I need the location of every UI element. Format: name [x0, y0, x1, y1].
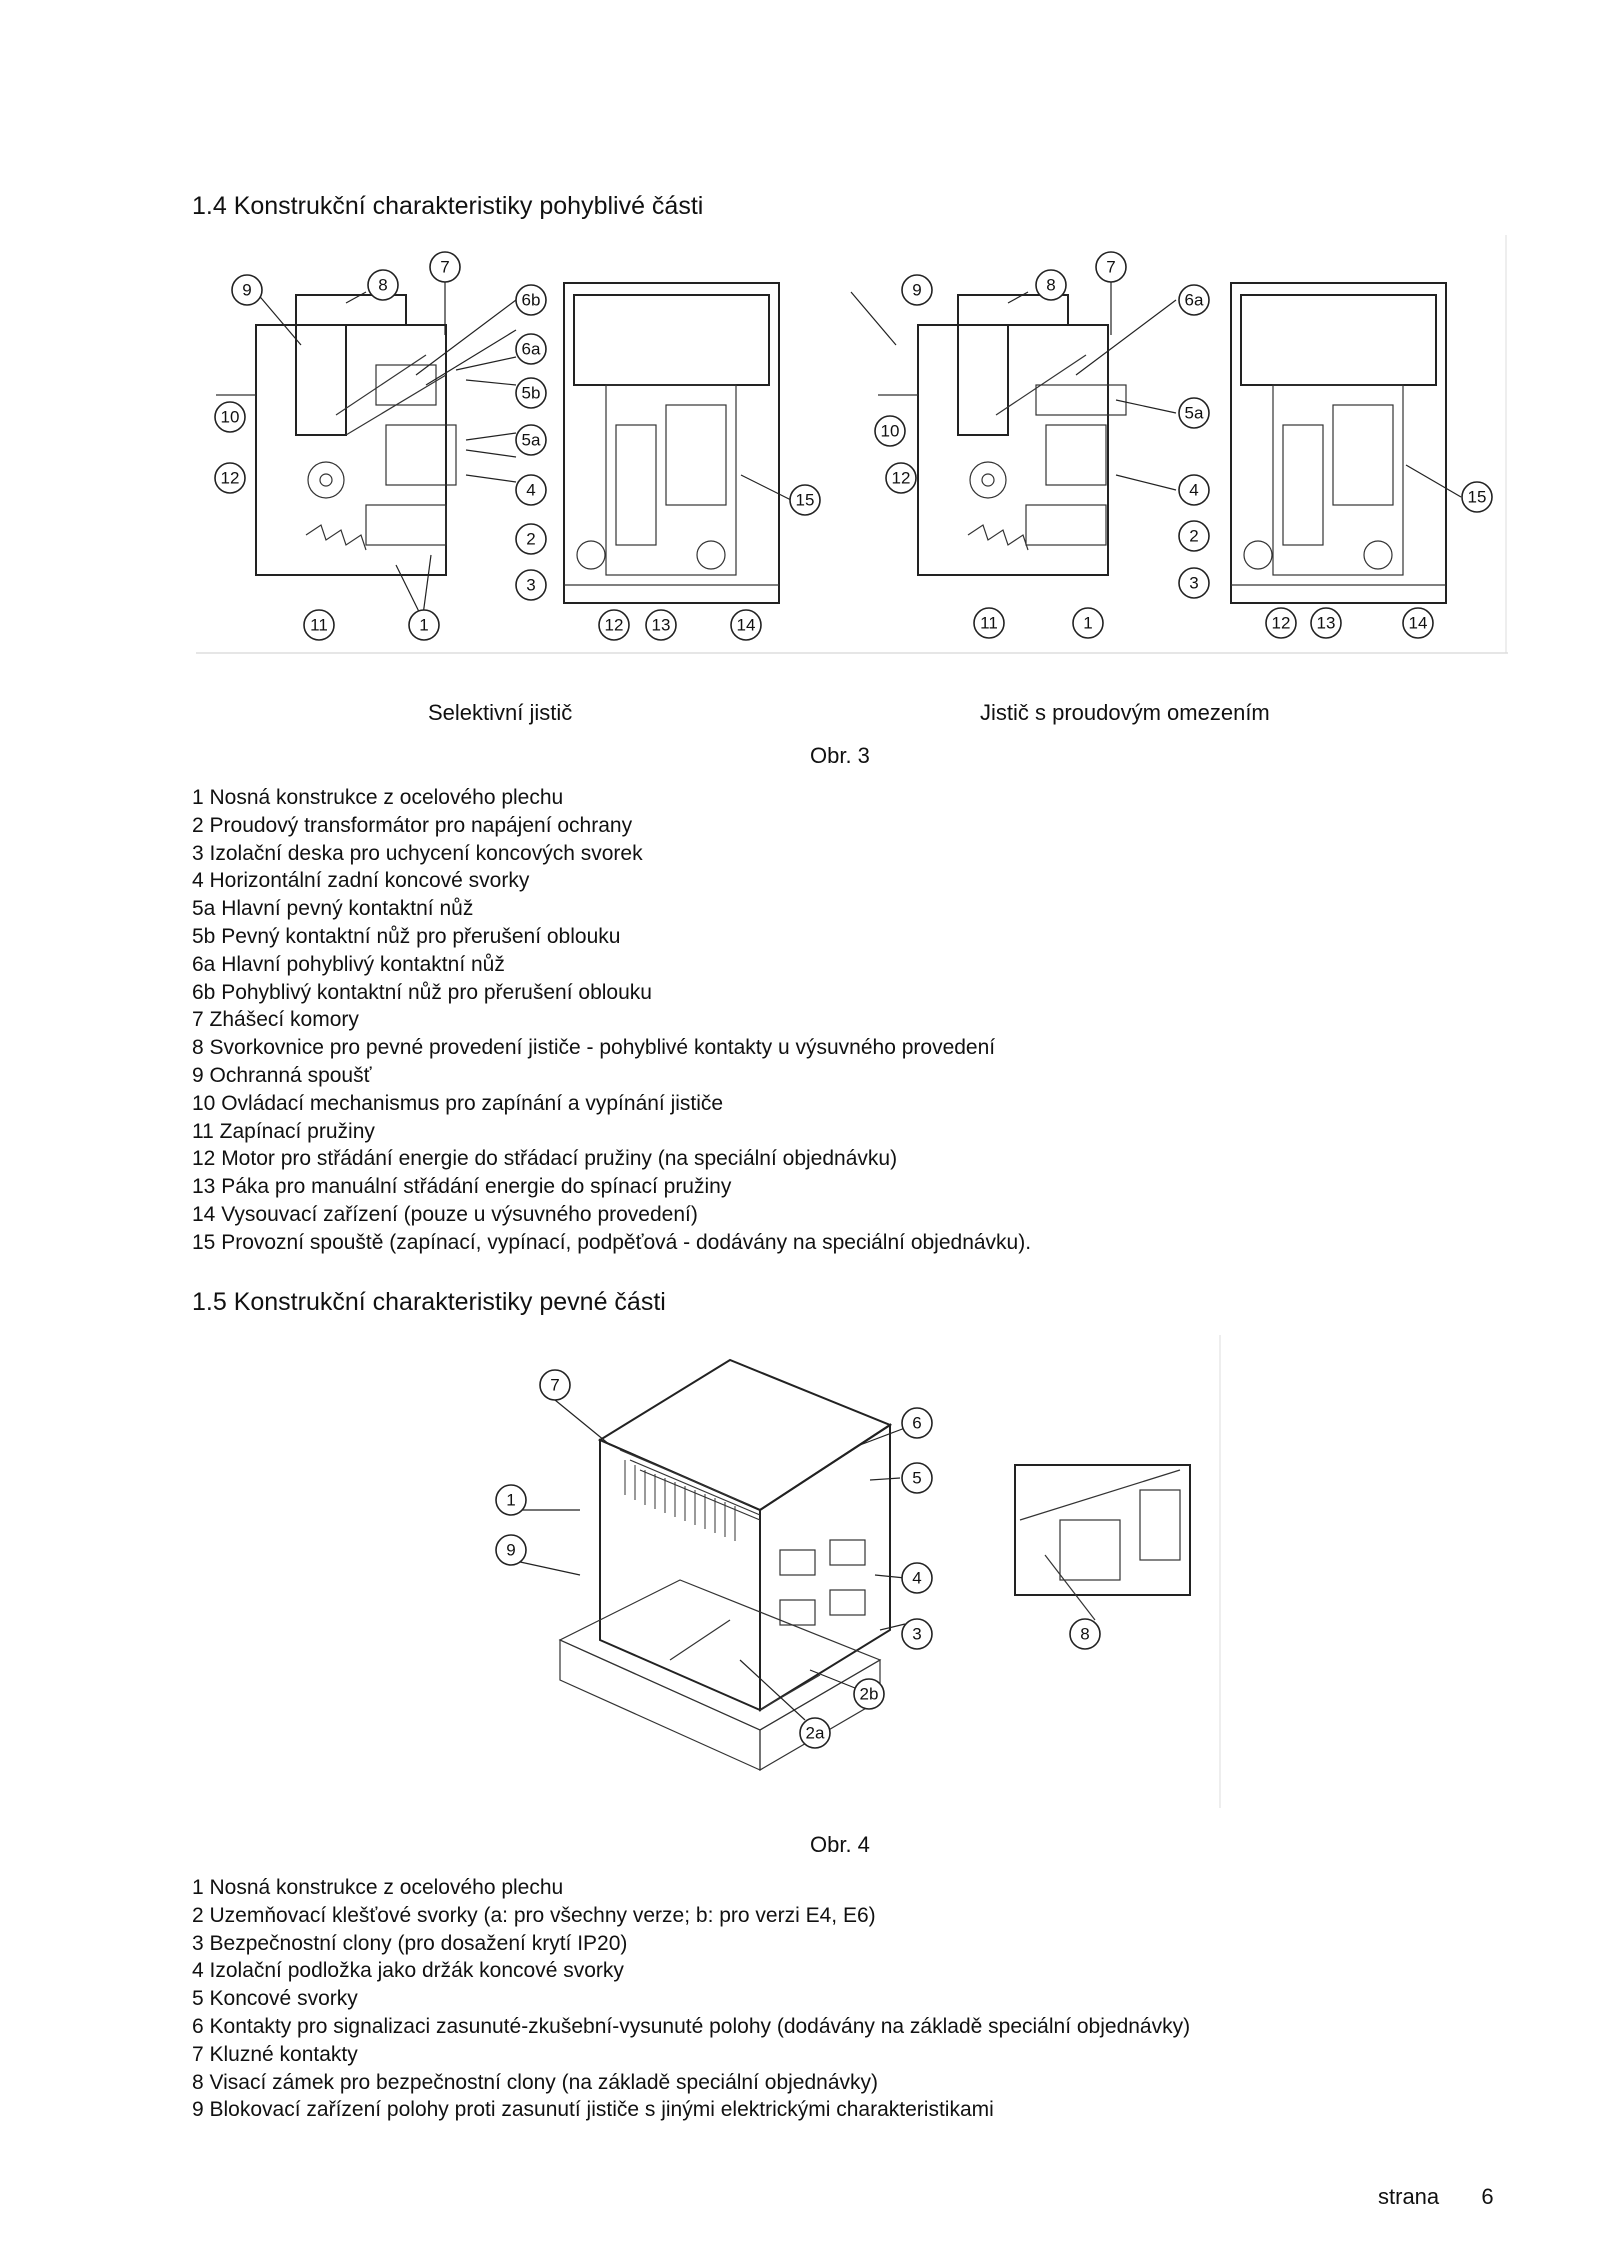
callout-right-8	[1036, 270, 1066, 300]
callout-left-15	[790, 485, 820, 515]
svg-text:3: 3	[912, 1624, 922, 1644]
svg-text:10: 10	[880, 421, 900, 441]
legend-item: 6b Pohyblivý kontaktní nůž pro přerušení oblouku	[192, 980, 652, 1004]
figure-4-label: Obr. 4	[810, 1832, 870, 1857]
callout-left-1	[409, 610, 439, 640]
right-breaker-side-view	[878, 295, 1126, 575]
figure-3-label: Obr. 3	[810, 743, 870, 768]
callout-right-7	[1096, 252, 1126, 282]
svg-text:14: 14	[1408, 613, 1428, 633]
svg-text:5: 5	[912, 1468, 922, 1488]
section-1-5-heading: 1.5 Konstrukční charakteristiky pevné části	[192, 1288, 666, 1316]
callout-right-5a	[1179, 398, 1209, 428]
svg-text:3: 3	[526, 575, 536, 595]
legend-item: 9 Blokovací zařízení polohy proti zasunutí jističe s jinými elektrickými charakteristikami	[192, 2098, 994, 2122]
right-breaker-front-view	[1231, 283, 1446, 603]
callout-fig4-9	[496, 1535, 526, 1565]
padlock-detail-inset	[1015, 1465, 1190, 1620]
callout-fig4-6	[902, 1408, 932, 1438]
legend-item: 10 Ovládací mechanismus pro zapínání a vypínání jističe	[192, 1091, 724, 1115]
callout-fig4-2b	[854, 1679, 884, 1709]
legend-item: 6 Kontakty pro signalizaci zasunuté-zkušební-vysunuté polohy (dodávány na základě speciální objednávky)	[192, 2014, 1191, 2038]
callout-left-3	[516, 570, 546, 600]
legend-item: 2 Uzemňovací klešťové svorky (a: pro všechny verze; b: pro verzi E4, E6)	[192, 1903, 876, 1927]
legend-item: 15 Provozní spouště (zapínací, vypínací, podpěťová - dodávány na speciální objednávku).	[192, 1230, 1032, 1254]
callout-fig4-3	[902, 1619, 932, 1649]
svg-text:11: 11	[980, 613, 998, 633]
legend-item: 3 Bezpečnostní clony (pro dosažení krytí IP20)	[192, 1931, 628, 1955]
callout-right-4	[1179, 475, 1209, 505]
legend-item: 14 Vysouvací zařízení (pouze u výsuvného provedení)	[192, 1202, 698, 1226]
legend-item: 8 Visací zámek pro bezpečnostní clony (na základě speciální objednávky)	[192, 2070, 878, 2094]
svg-text:6a: 6a	[1184, 290, 1204, 310]
callout-fig4-4	[902, 1563, 932, 1593]
callout-fig4-5	[902, 1463, 932, 1493]
svg-text:2b: 2b	[859, 1684, 879, 1704]
section-1-4-heading: 1.4 Konstrukční charakteristiky pohyblivé části	[192, 192, 704, 220]
callout-fig4-7	[540, 1370, 570, 1400]
callout-left-13	[646, 610, 676, 640]
svg-text:12: 12	[1271, 613, 1291, 633]
svg-text:4: 4	[912, 1568, 922, 1588]
svg-text:5b: 5b	[521, 383, 541, 403]
svg-text:13: 13	[651, 615, 671, 635]
callout-right-6a	[1179, 285, 1209, 315]
svg-text:1: 1	[1083, 613, 1093, 633]
svg-text:8: 8	[378, 275, 388, 295]
callout-left-12b	[599, 610, 629, 640]
left-breaker-front-view	[564, 283, 779, 603]
svg-text:8: 8	[1046, 275, 1056, 295]
legend-item: 5 Koncové svorky	[192, 1987, 358, 2011]
legend-item: 9 Ochranná spoušť	[192, 1063, 372, 1087]
legend-item: 5b Pevný kontaktní nůž pro přerušení oblouku	[192, 924, 621, 948]
fixed-part-isometric	[560, 1360, 890, 1770]
svg-text:1: 1	[506, 1490, 516, 1510]
callout-right-15	[1462, 482, 1492, 512]
svg-text:1: 1	[419, 615, 429, 635]
svg-text:13: 13	[1316, 613, 1336, 633]
legend-item: 4 Horizontální zadní koncové svorky	[192, 869, 530, 893]
callout-right-13	[1311, 608, 1341, 638]
legend-item: 13 Páka pro manuální střádání energie do spínací pružiny	[192, 1175, 732, 1199]
svg-text:7: 7	[1106, 257, 1116, 277]
svg-text:5a: 5a	[1184, 403, 1204, 423]
callout-fig4-1	[496, 1485, 526, 1515]
legend-item: 3 Izolační deska pro uchycení koncových svorek	[192, 841, 643, 865]
callout-left-2	[516, 524, 546, 554]
svg-text:6a: 6a	[521, 339, 541, 359]
callout-fig4-8	[1070, 1619, 1100, 1649]
callout-left-4	[516, 475, 546, 505]
callout-fig4-2a	[800, 1718, 830, 1748]
callout-left-14	[731, 610, 761, 640]
caption-current-limiting-breaker: Jistič s proudovým omezením	[980, 700, 1270, 725]
callout-left-5a	[516, 425, 546, 455]
legend-item: 6a Hlavní pohyblivý kontaktní nůž	[192, 952, 505, 976]
svg-text:12: 12	[220, 468, 240, 488]
figure-3-legend	[192, 784, 1031, 1257]
svg-text:2: 2	[1189, 526, 1199, 546]
page-footer	[1378, 2184, 1494, 2210]
callout-right-11	[974, 608, 1004, 638]
callout-left-6b	[516, 285, 546, 315]
svg-text:5a: 5a	[521, 430, 541, 450]
legend-item: 7 Zhášecí komory	[192, 1008, 359, 1032]
legend-item: 5a Hlavní pevný kontaktní nůž	[192, 897, 474, 921]
callout-right-12	[886, 463, 916, 493]
svg-text:2a: 2a	[805, 1723, 825, 1743]
svg-text:7: 7	[550, 1375, 560, 1395]
callout-left-10	[215, 402, 245, 432]
legend-item: 1 Nosná konstrukce z ocelového plechu	[192, 786, 564, 809]
callout-left-11	[304, 610, 334, 640]
callout-left-6a	[516, 334, 546, 364]
legend-item: 2 Proudový transformátor pro napájení ochrany	[192, 813, 633, 837]
legend-item: 4 Izolační podložka jako držák koncové svorky	[192, 1959, 624, 1983]
svg-text:2: 2	[526, 529, 536, 549]
svg-text:10: 10	[220, 407, 240, 427]
svg-text:4: 4	[526, 480, 536, 500]
callout-right-2	[1179, 521, 1209, 551]
legend-item: 8 Svorkovnice pro pevné provedení jističe - pohyblivé kontakty u výsuvného provedení	[192, 1036, 996, 1060]
svg-text:9: 9	[912, 280, 922, 300]
svg-text:6b: 6b	[521, 290, 541, 310]
page-label: strana	[1378, 2184, 1440, 2209]
legend-item: 1 Nosná konstrukce z ocelového plechu	[192, 1876, 564, 1899]
legend-item: 12 Motor pro střádání energie do střádací pružiny (na speciální objednávku)	[192, 1147, 898, 1171]
left-breaker-side-view	[216, 295, 456, 575]
callout-left-8	[368, 270, 398, 300]
legend-item: 7 Kluzné kontakty	[192, 2042, 358, 2066]
svg-text:3: 3	[1189, 573, 1199, 593]
svg-text:9: 9	[242, 280, 252, 300]
caption-selective-breaker: Selektivní jistič	[428, 700, 573, 725]
svg-text:7: 7	[440, 257, 450, 277]
callout-right-12b	[1266, 608, 1296, 638]
callout-left-9	[232, 275, 262, 305]
callout-right-3	[1179, 568, 1209, 598]
figure-4-drawing	[480, 1330, 1240, 1810]
figure-4-legend	[192, 1874, 1190, 2124]
svg-text:12: 12	[891, 468, 911, 488]
svg-text:15: 15	[1467, 487, 1487, 507]
callout-right-9	[902, 275, 932, 305]
svg-text:4: 4	[1189, 480, 1199, 500]
svg-text:9: 9	[506, 1540, 516, 1560]
svg-text:15: 15	[795, 490, 815, 510]
svg-text:8: 8	[1080, 1624, 1090, 1644]
callout-right-14	[1403, 608, 1433, 638]
svg-text:11: 11	[310, 615, 328, 635]
callout-left-12	[215, 463, 245, 493]
callout-left-7	[430, 252, 460, 282]
page-number: 6	[1481, 2184, 1494, 2209]
callout-right-1	[1073, 608, 1103, 638]
svg-text:12: 12	[604, 615, 624, 635]
svg-text:6: 6	[912, 1413, 922, 1433]
legend-item: 11 Zapínací pružiny	[192, 1119, 375, 1143]
svg-text:14: 14	[736, 615, 756, 635]
callout-right-10	[875, 416, 905, 446]
figure-3-drawing	[196, 235, 1508, 655]
callout-left-5b	[516, 378, 546, 408]
